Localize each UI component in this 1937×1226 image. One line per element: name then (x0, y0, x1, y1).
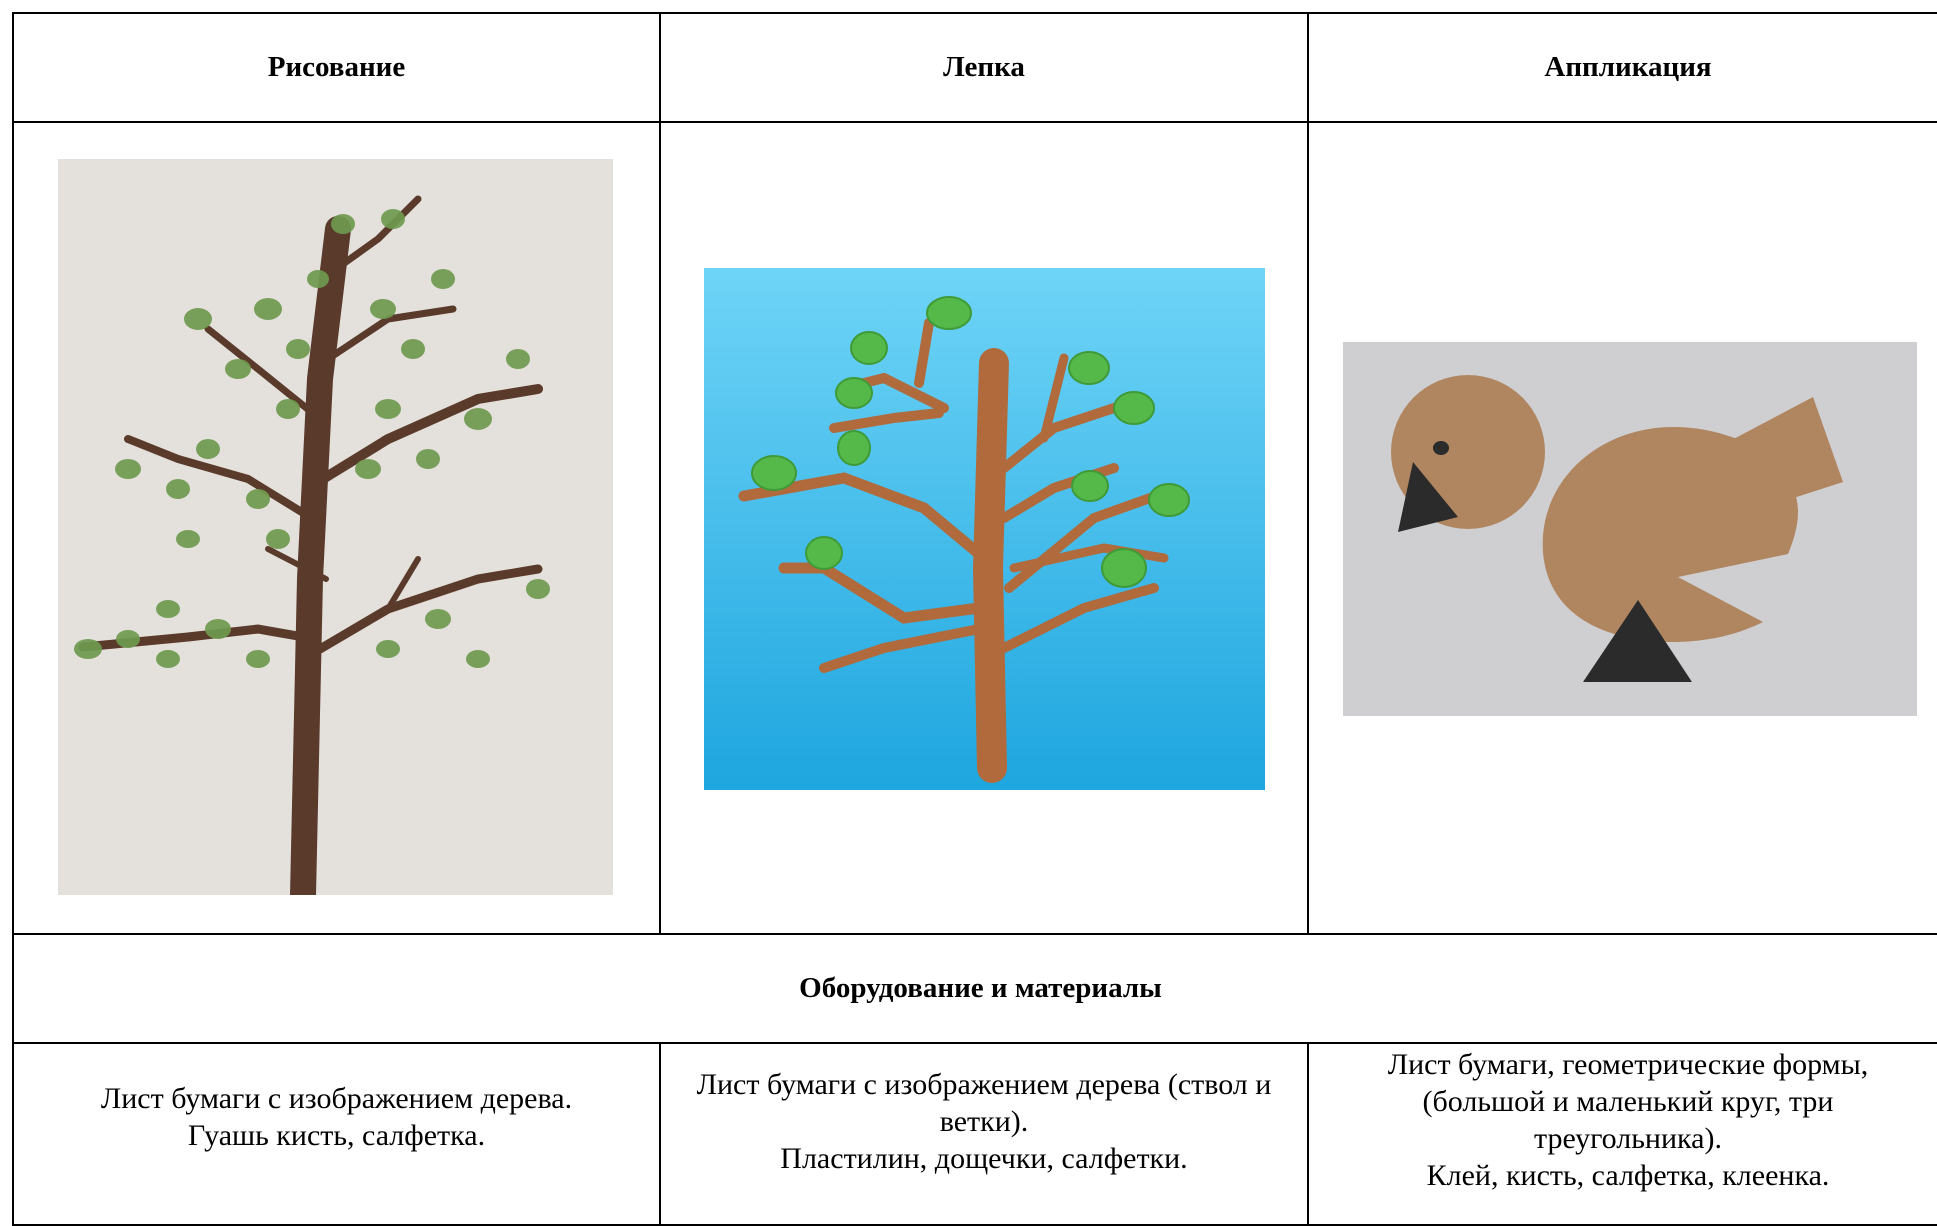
plasticine-tree-illustration (704, 268, 1265, 790)
materials-line: Лист бумаги с изображением дерева (ствол и (696, 1068, 1272, 1101)
tree-painting-illustration (58, 159, 613, 895)
painting-leaf (156, 650, 180, 668)
painting-leaf (370, 299, 396, 319)
drawing-image-cell (13, 122, 660, 934)
materials-line: ветки). (939, 1105, 1029, 1138)
painting-leaf (376, 640, 400, 658)
clay-leaf (927, 297, 971, 329)
activities-table (12, 12, 1937, 1226)
clay-leaf (1149, 484, 1189, 516)
painting-leaf (401, 339, 425, 359)
painting-leaf (225, 359, 251, 379)
clay-leaf (838, 431, 870, 465)
materials-applique (1308, 1043, 1937, 1225)
modeling-image-cell (660, 122, 1308, 934)
applique-image-cell (1308, 122, 1937, 934)
painting-leaf (246, 650, 270, 668)
header-drawing: Рисование (13, 13, 660, 122)
painting-leaf (506, 349, 530, 369)
painting-leaf (526, 579, 550, 599)
painting-leaf (381, 209, 405, 229)
clay-leaf (1069, 352, 1109, 384)
materials-line: Гуашь кисть, салфетка. (187, 1119, 486, 1152)
painting-leaf (276, 399, 300, 419)
painting-leaf (166, 479, 190, 499)
painting-leaf (266, 529, 290, 549)
painting-leaf (116, 630, 140, 648)
materials-line: Клей, кисть, салфетка, клеенка. (1426, 1159, 1830, 1192)
materials-line: Лист бумаги, геометрические формы, (1387, 1048, 1869, 1081)
materials-drawing (13, 1043, 660, 1225)
painting-leaf (74, 639, 102, 659)
painting-leaf (464, 408, 492, 430)
painting-leaf (375, 399, 401, 419)
materials-line: (большой и маленький круг, три (1422, 1085, 1834, 1118)
painting-leaf (431, 269, 455, 289)
clay-leaf (851, 332, 887, 364)
clay-leaf (806, 537, 842, 569)
painting-leaf (425, 609, 451, 629)
painting-leaf (331, 214, 355, 234)
materials-line: треугольника). (1534, 1122, 1722, 1155)
clay-leaf (836, 378, 872, 408)
header-modeling: Лепка (660, 13, 1308, 122)
bird-eye (1433, 441, 1449, 455)
painting-leaf (156, 600, 180, 618)
clay-leaf (1072, 471, 1108, 501)
painting-leaf (286, 339, 310, 359)
painting-leaf (355, 459, 381, 479)
materials-modeling (660, 1043, 1308, 1225)
painting-leaf (176, 530, 200, 548)
painting-leaf (254, 298, 282, 320)
painting-leaf (416, 449, 440, 469)
clay-trunk (988, 363, 994, 768)
painting-leaf (205, 619, 231, 639)
clay-leaf (1102, 549, 1146, 587)
painting-leaf (307, 270, 329, 288)
painting-leaf (196, 439, 220, 459)
header-applique: Аппликация (1308, 13, 1937, 122)
painting-leaf (184, 308, 212, 330)
clay-leaf (1114, 392, 1154, 424)
painting-leaf (466, 650, 490, 668)
painting-leaf (115, 459, 141, 479)
section-title: Оборудование и материалы (13, 934, 1937, 1043)
materials-line: Пластилин, дощечки, салфетки. (780, 1142, 1188, 1175)
materials-line: Лист бумаги с изображением дерева. (100, 1082, 573, 1115)
clay-leaf (752, 456, 796, 490)
painting-leaf (246, 489, 270, 509)
paper-bird-illustration (1343, 342, 1917, 716)
